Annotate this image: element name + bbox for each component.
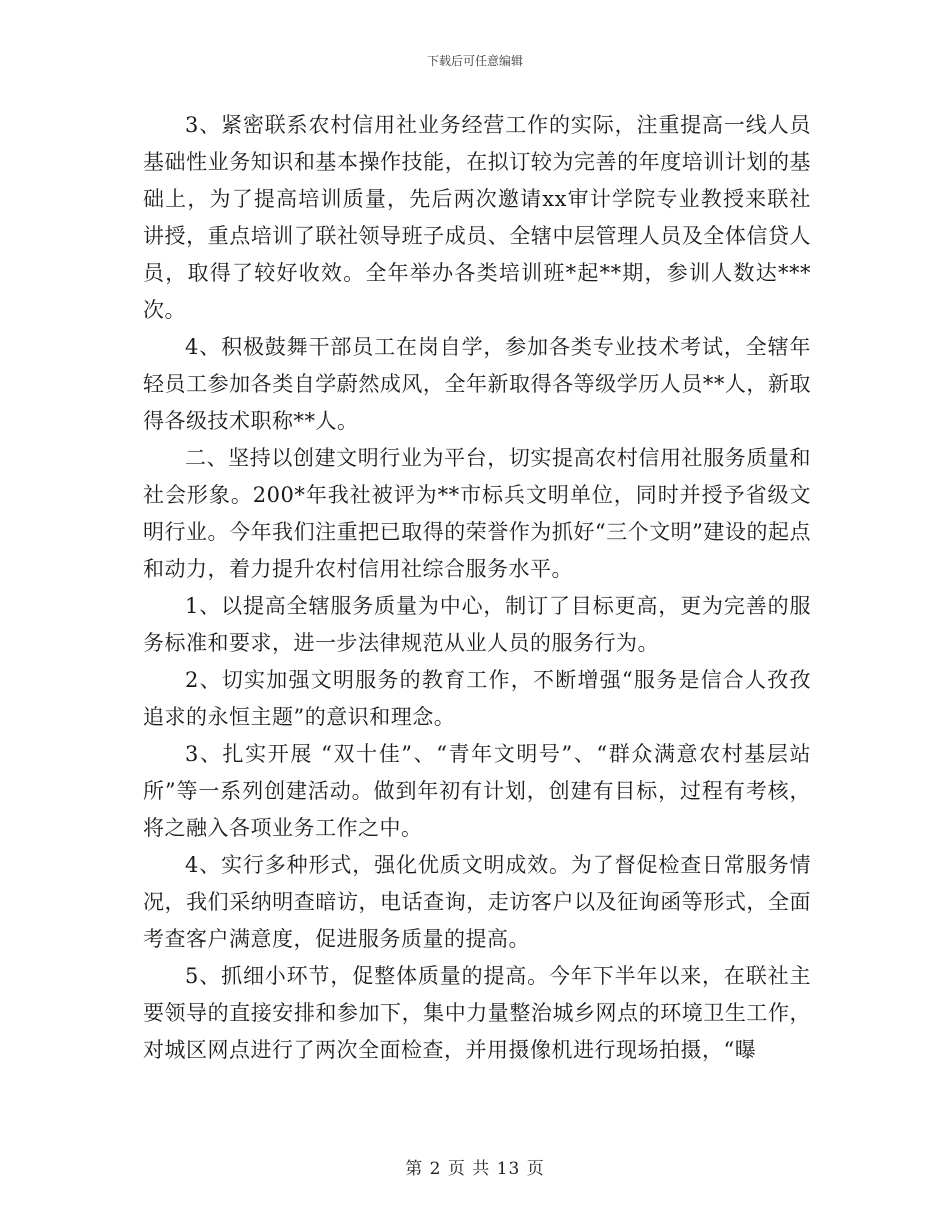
- paragraph-self-study-4: 4、积极鼓舞干部员工在岗自学，参加各类专业技术考试，全辖年轻员工参加各类自学蔚然成风，全年新取得各等级学历人员**人，新取得各级技术职称**人。: [143, 335, 811, 433]
- page-header: 下载后可任意编辑: [426, 54, 523, 68]
- page-number-footer: 第 2 页 共 13 页: [405, 1159, 545, 1179]
- paragraph-training-3: 3、紧密联系农村信用社业务经营工作的实际，注重提高一线人员基础性业务知识和基本操作技能，在拟订较为完善的年度培训计划的基础上，为了提高培训质量，先后两次邀请xx审计学院专业教授来联社讲授，重点培训了联社领导班子成员、全辖中层管理人员及全体信贷人员，取得了较好收效。全年举办各类培训班*起**期，参训人数达***次。: [143, 113, 811, 322]
- document-body: [143, 107, 811, 1069]
- paragraph-section-two: 二、坚持以创建文明行业为平台，切实提高农村信用社服务质量和社会形象。200*年我社被评为**市标兵文明单位，同时并授予省级文明行业。今年我们注重把已取得的荣誉作为抓好“三个文明”建设的起点和动力，着力提升农村信用社综合服务水平。: [143, 446, 811, 581]
- paragraph-activities-3: 3、扎实开展 “双十佳”、“青年文明号”、“群众满意农村基层站所”等一系列创建活动。做到年初有计划，创建有目标，过程有考核，将之融入各项业务工作之中。: [143, 742, 811, 840]
- paragraph-service-quality-1: 1、以提高全辖服务质量为中心，制订了目标更高，更为完善的服务标准和要求，进一步法律规范从业人员的服务行为。: [143, 594, 811, 655]
- paragraph-forms-4: 4、实行多种形式，强化优质文明成效。为了督促检查日常服务情况，我们采纳明查暗访，电话查询，走访客户以及征询函等形式，全面考查客户满意度，促进服务质量的提高。: [143, 853, 811, 951]
- paragraph-education-2: 2、切实加强文明服务的教育工作，不断增强“服务是信合人孜孜追求的永恒主题”的意识和理念。: [143, 668, 811, 729]
- paragraph-details-5: 5、抓细小环节，促整体质量的提高。今年下半年以来，在联社主要领导的直接安排和参加下，集中力量整治城乡网点的环境卫生工作，对城区网点进行了两次全面检查，并用摄像机进行现场拍摄，“曝: [143, 964, 811, 1062]
